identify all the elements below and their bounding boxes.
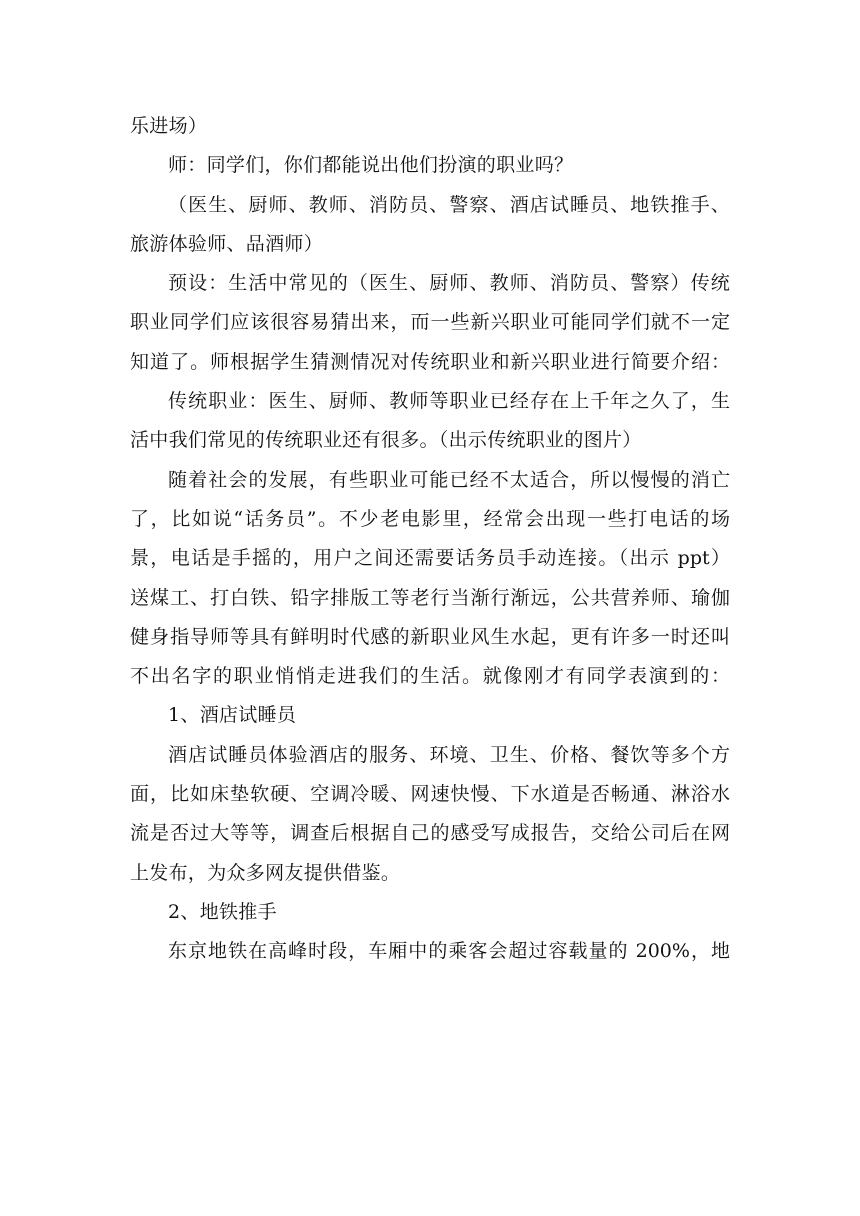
paragraph-line: 职业同学们应该很容易猜出来，而一些新兴职业可能同学们就不一定 (130, 311, 730, 334)
paragraph-line: 健身指导师等具有鲜明时代感的新职业风生水起，更有许多一时还叫 (130, 625, 730, 648)
paragraph-line: 送煤工、打白铁、铅字排版工等老行当渐行渐远，公共营养师、瑜伽 (130, 586, 730, 609)
paragraph-line: 面，比如床垫软硬、空调冷暖、网速快慢、下水道是否畅通、淋浴水 (130, 783, 730, 806)
paragraph-line: 预设：生活中常见的（医生、厨师、教师、消防员、警察）传统 (168, 272, 730, 295)
paragraph-line: 传统职业：医生、厨师、教师等职业已经存在上千年之久了，生 (168, 390, 730, 413)
paragraph-line: 流是否过大等等，调查后根据自己的感受写成报告，交给公司后在网 (130, 822, 730, 845)
document-body (130, 107, 730, 972)
paragraph-line: 景，电话是手摇的，用户之间还需要话务员手动连接。（出示 ppt） (130, 547, 730, 570)
paragraph-line: 不出名字的职业悄悄走进我们的生活。就像刚才有同学表演到的： (130, 665, 730, 688)
section-heading: 1、酒店试睡员 (168, 704, 297, 727)
paragraph-line: 随着社会的发展，有些职业可能已经不太适合，所以慢慢的消亡 (168, 468, 730, 491)
paragraph-line: 了，比如说“话务员”。不少老电影里，经常会出现一些打电话的场 (130, 507, 730, 530)
paragraph-line: 旅游体验师、品酒师） (130, 232, 324, 255)
paragraph-line: 知道了。师根据学生猜测情况对传统职业和新兴职业进行简要介绍： (130, 350, 730, 373)
paragraph-line: 上发布，为众多网友提供借鉴。 (130, 861, 401, 884)
paragraph-line: 东京地铁在高峰时段，车厢中的乘客会超过容载量的 200%，地 (168, 940, 730, 963)
section-heading: 2、地铁推手 (168, 900, 277, 923)
paragraph-line: 师：同学们，你们都能说出他们扮演的职业吗？ (168, 154, 574, 177)
paragraph-line: 乐进场） (130, 115, 208, 137)
paragraph-line: 活中我们常见的传统职业还有很多。（出示传统职业的图片） (130, 429, 642, 452)
paragraph-line: 酒店试睡员体验酒店的服务、环境、卫生、价格、餐饮等多个方 (168, 743, 730, 766)
paragraph-line: （医生、厨师、教师、消防员、警察、酒店试睡员、地铁推手、 (168, 193, 730, 216)
